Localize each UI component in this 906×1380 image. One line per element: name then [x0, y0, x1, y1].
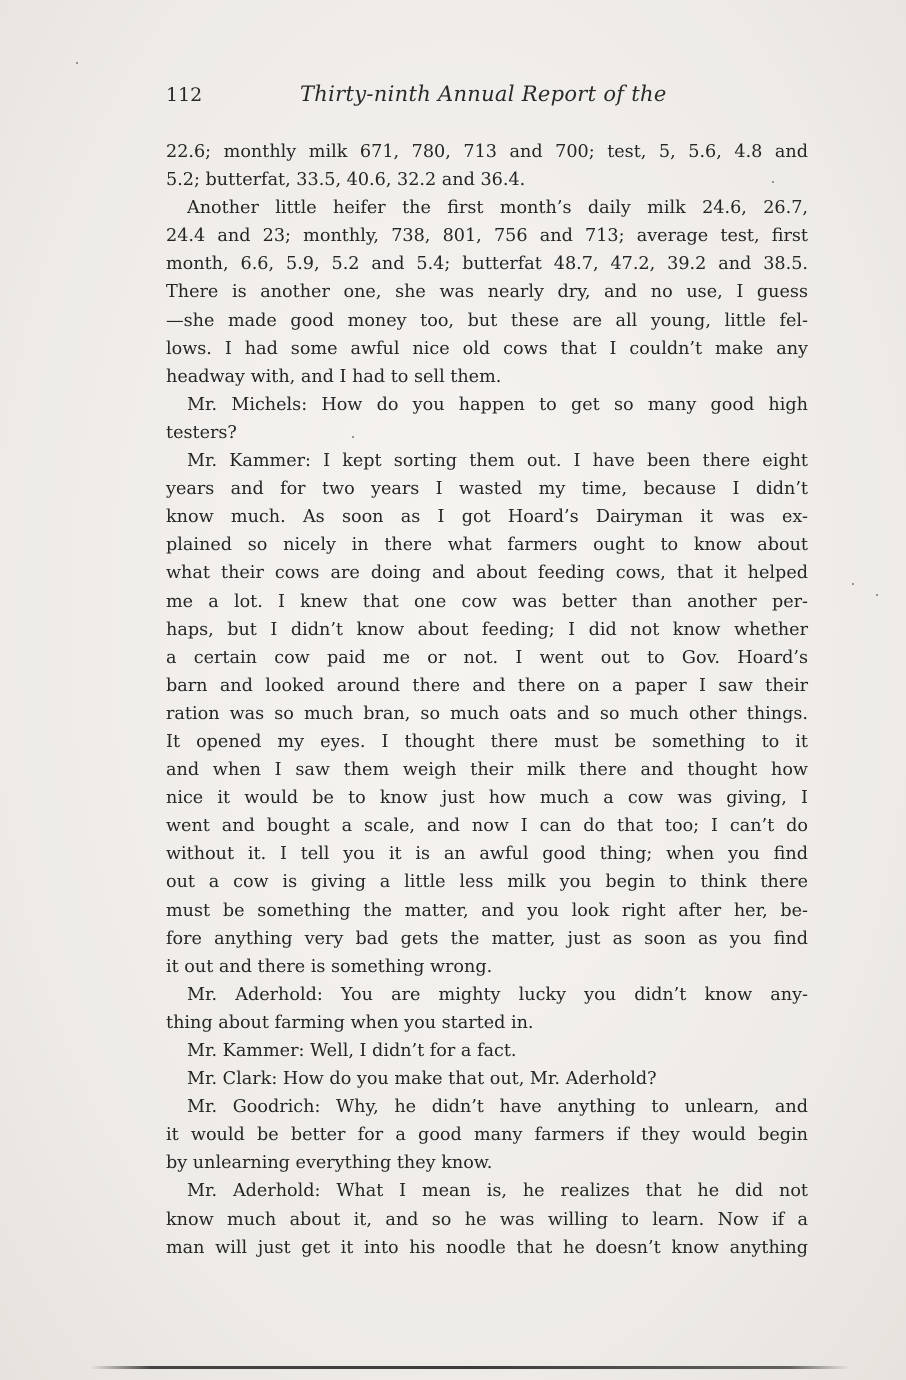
- text-line: testers?: [166, 422, 237, 443]
- scan-speck: [772, 181, 774, 183]
- text-line: me a lot. I knew that one cow was better than another per-: [166, 591, 808, 612]
- paragraph: [166, 981, 808, 1037]
- text-line: lows. I had some awful nice old cows that I couldn’t make any: [166, 338, 808, 359]
- text-line: know much about it, and so he was willing to learn. Now if a: [166, 1209, 808, 1230]
- text-line: ration was so much bran, so much oats and so much other things.: [166, 703, 808, 724]
- text-line: plained so nicely in there what farmers ought to know about: [166, 535, 808, 556]
- text-line: man will just get it into his noodle that he doesn’t know anything: [166, 1237, 808, 1258]
- text-line: It opened my eyes. I thought there must be something to it: [166, 731, 808, 752]
- paragraph: [166, 1093, 808, 1177]
- text-line: Mr. Kammer: Well, I didn’t for a fact.: [187, 1041, 517, 1061]
- text-line: fore anything very bad gets the matter, just as soon as you find: [166, 928, 808, 949]
- paragraph: [166, 391, 808, 447]
- text-line: nice it would be to know just how much a cow was giving, I: [166, 788, 808, 809]
- text-line: Mr. Michels: How do you happen to get so many good high: [187, 394, 808, 415]
- page-number: 112: [166, 84, 203, 106]
- text-line: Mr. Aderhold: What I mean is, he realizes that he did not: [187, 1181, 808, 1202]
- text-line: month, 6.6, 5.9, 5.2 and 5.4; butterfat 48.7, 47.2, 39.2 and 38.5.: [166, 254, 808, 275]
- text-line: 24.4 and 23; monthly, 738, 801, 756 and 713; average test, first: [166, 226, 808, 247]
- text-line: There is another one, she was nearly dry, and no use, I guess: [166, 282, 808, 303]
- bottom-edge-rule: [90, 1366, 850, 1369]
- text-line: without it. I tell you it is an awful good thing; when you find: [166, 844, 808, 865]
- text-line: it would be better for a good many farmers if they would begin: [166, 1125, 808, 1146]
- text-line: know much. As soon as I got Hoard’s Dairyman it was ex-: [166, 507, 808, 528]
- paragraph: [166, 194, 808, 391]
- text-line: barn and looked around there and there on a paper I saw their: [166, 675, 808, 696]
- text-line: a certain cow paid me or not. I went out to Gov. Hoard’s: [166, 647, 808, 668]
- paragraph: [166, 138, 808, 194]
- text-line: haps, but I didn’t know about feeding; I did not know whether: [166, 619, 808, 640]
- text-line: what their cows are doing and about feeding cows, that it helped: [166, 563, 808, 584]
- scan-speck: [852, 583, 854, 585]
- text-line: went and bought a scale, and now I can do that too; I can’t do: [166, 816, 808, 837]
- text-line: headway with, and I had to sell them.: [166, 366, 502, 387]
- text-line: it out and there is something wrong.: [166, 956, 493, 977]
- text-line: 22.6; monthly milk 671, 780, 713 and 700; test, 5, 5.6, 4.8 and: [166, 142, 808, 162]
- scan-speck: [876, 594, 878, 596]
- paragraph: [166, 1037, 808, 1065]
- paragraph: [166, 447, 808, 981]
- text-line: Mr. Goodrich: Why, he didn’t have anything to unlearn, and: [187, 1097, 808, 1118]
- scan-speck: [352, 436, 354, 438]
- scan-speck: [76, 62, 78, 64]
- text-line: Mr. Kammer: I kept sorting them out. I have been there eight: [187, 451, 808, 472]
- text-line: Mr. Aderhold: You are mighty lucky you didn’t know any-: [187, 984, 808, 1005]
- paragraph: [166, 1065, 808, 1093]
- text-line: out a cow is giving a little less milk you begin to think there: [166, 872, 808, 893]
- text-line: 5.2; butterfat, 33.5, 40.6, 32.2 and 36.4.: [166, 170, 526, 191]
- text-line: Another little heifer the first month’s daily milk 24.6, 26.7,: [187, 198, 808, 219]
- paragraph: [166, 1177, 808, 1261]
- text-line: Mr. Clark: How do you make that out, Mr. Aderhold?: [187, 1069, 657, 1090]
- body-text: [166, 138, 808, 1262]
- running-title: Thirty-ninth Annual Report of the: [300, 82, 667, 106]
- text-line: years and for two years I wasted my time, because I didn’t: [166, 479, 808, 500]
- text-line: —she made good money too, but these are all young, little fel-: [166, 310, 808, 331]
- text-line: must be something the matter, and you look right after her, be-: [166, 900, 808, 921]
- text-line: thing about farming when you started in.: [166, 1012, 534, 1033]
- text-line: by unlearning everything they know.: [166, 1153, 493, 1174]
- page-header: [166, 80, 670, 114]
- text-line: and when I saw them weigh their milk there and thought how: [166, 760, 808, 781]
